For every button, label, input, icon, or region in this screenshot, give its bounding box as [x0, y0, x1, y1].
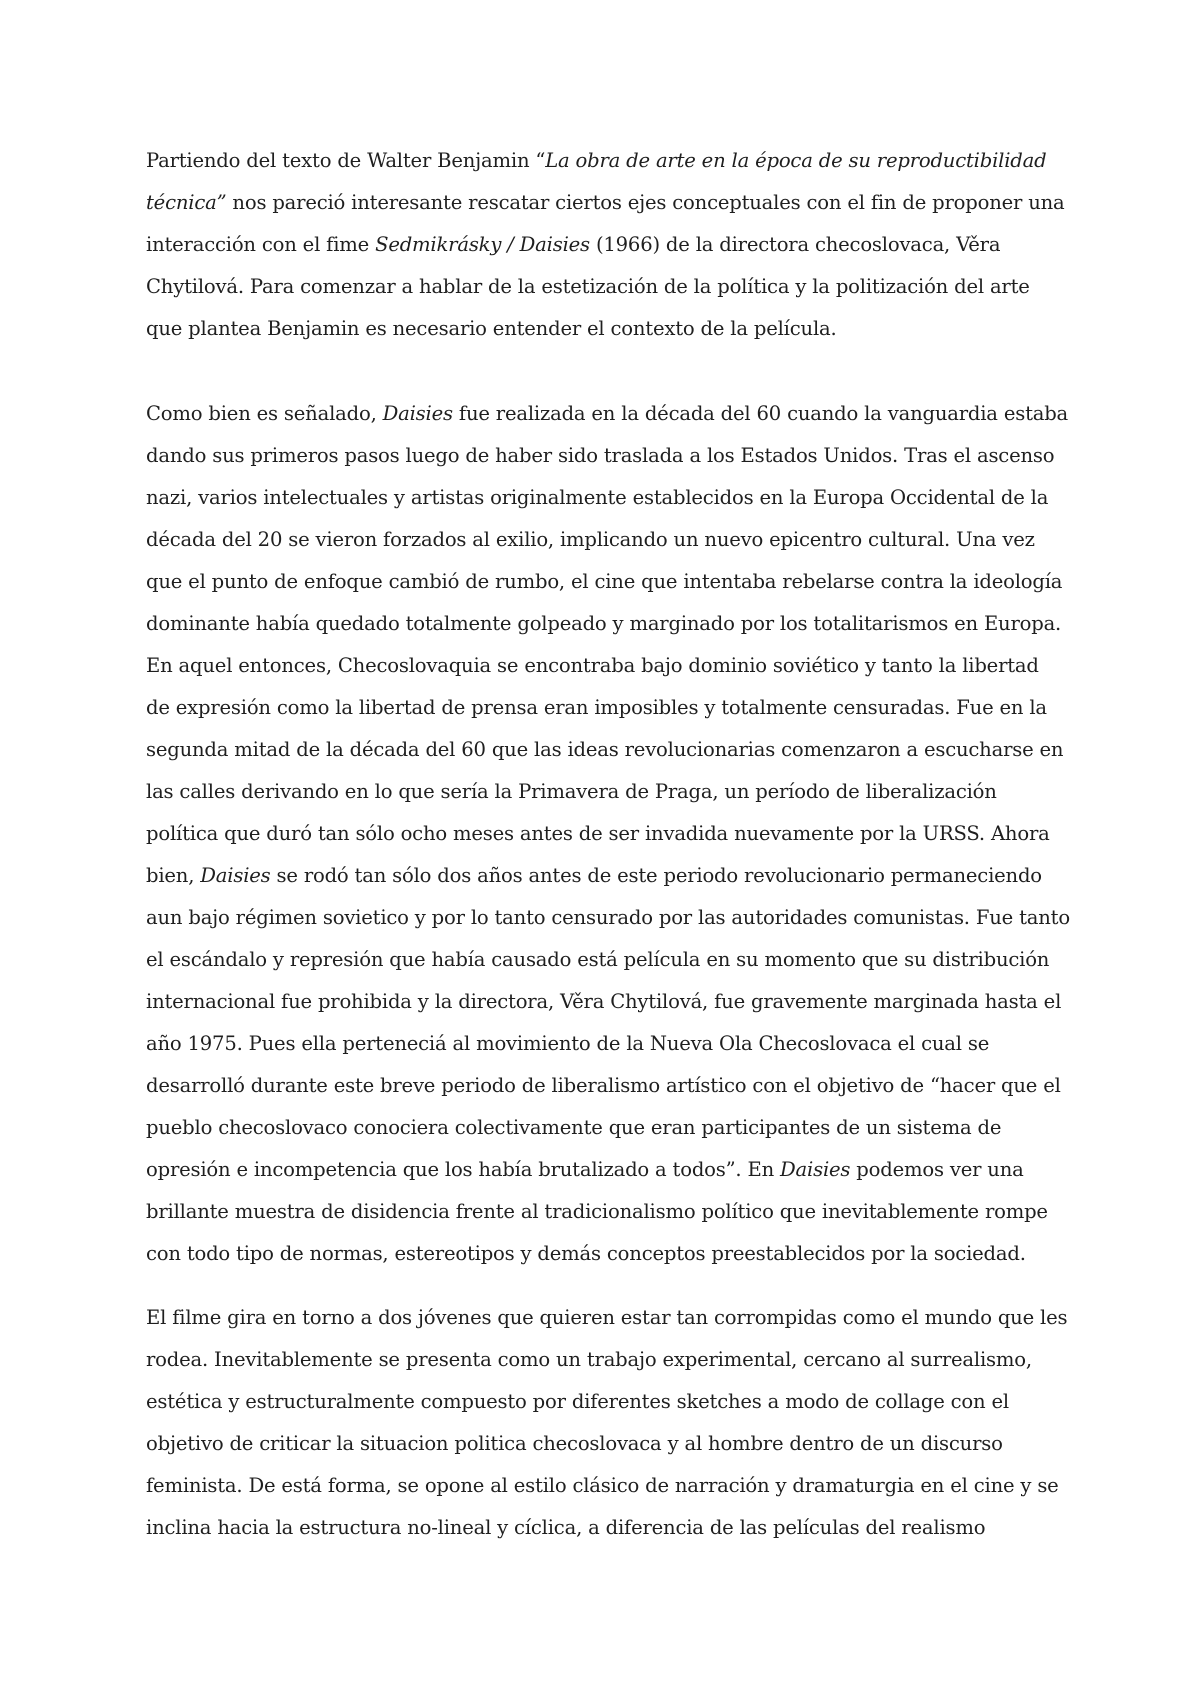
- text-line: [146, 561, 1066, 603]
- italic-text: Daisies: [382, 402, 453, 425]
- text-run: rodea. Inevitablemente se presenta como un trabajo experimental, cercano al surrealismo,: [146, 1348, 1032, 1371]
- text-run: que el punto de enfoque cambió de rumbo, el cine que intentaba rebelarse contra la ideología: [146, 570, 1063, 593]
- text-line: [146, 1507, 1066, 1549]
- text-line: [146, 645, 1066, 687]
- text-line: [146, 897, 1070, 939]
- text-line: [146, 477, 1066, 519]
- text-run: desarrolló durante este breve periodo de liberalismo artístico con el objetivo de “hacer que el: [146, 1074, 1061, 1097]
- text-run: las calles derivando en lo que sería la Primavera de Praga, un período de liberalización: [146, 780, 997, 803]
- text-run: dando sus primeros pasos luego de haber sido traslada a los Estados Unidos. Tras el ascenso: [146, 444, 1055, 467]
- text-line: [146, 182, 1066, 224]
- text-run: feminista. De está forma, se opone al estilo clásico de narración y dramaturgia en el cine y se: [146, 1474, 1059, 1497]
- text-run: Partiendo del texto de Walter Benjamin “: [146, 149, 546, 172]
- text-run: el escándalo y represión que había causado está película en su momento que su distribución: [146, 948, 1050, 971]
- text-line: [146, 266, 1066, 308]
- text-run: nos pareció interesante rescatar ciertos ejes conceptuales con el fin de proponer una: [226, 191, 1065, 214]
- italic-text: Daisies: [200, 864, 271, 887]
- text-run: año 1975. Pues ella perteneciá al movimiento de la Nueva Ola Checoslovaca el cual se: [146, 1032, 990, 1055]
- text-line: [146, 603, 1066, 645]
- text-run: En aquel entonces, Checoslovaquia se encontraba bajo dominio soviético y tanto la libertad: [146, 654, 1039, 677]
- text-run: brillante muestra de disidencia frente al tradicionalismo político que inevitablemente rompe: [146, 1200, 1048, 1223]
- text-run: que plantea Benjamin es necesario entender el contexto de la película.: [146, 317, 837, 340]
- text-line: [146, 771, 1066, 813]
- text-line: [146, 1465, 1066, 1507]
- text-run: estética y estructuralmente compuesto por diferentes sketches a modo de collage con el: [146, 1390, 1009, 1413]
- text-line: [146, 224, 1066, 266]
- italic-text: técnica”: [146, 191, 227, 214]
- text-run: de expresión como la libertad de prensa eran imposibles y totalmente censuradas. Fue en la: [146, 696, 1047, 719]
- text-line: [146, 1381, 1066, 1423]
- text-run: El filme gira en torno a dos jóvenes que quieren estar tan corrompidas como el mundo que les: [146, 1306, 1068, 1329]
- text-run: política que duró tan sólo ocho meses antes de ser invadida nuevamente por la URSS. Ahora: [146, 822, 1050, 845]
- text-line: [146, 729, 1066, 771]
- text-run: Chytilová. Para comenzar a hablar de la estetización de la política y la politización del arte: [146, 275, 1030, 298]
- text-line: [146, 1191, 1066, 1233]
- text-run: aun bajo régimen sovietico y por lo tanto censurado por las autoridades comunistas. Fue tanto: [146, 906, 1070, 929]
- text-run: fue realizada en la década del 60 cuando la vanguardia estaba: [452, 402, 1069, 425]
- text-run: Como bien es señalado,: [146, 402, 383, 425]
- text-run: bien,: [146, 864, 201, 887]
- text-line: [146, 308, 1066, 350]
- text-run: internacional fue prohibida y la directora, Věra Chytilová, fue gravemente marginada hasta el: [146, 990, 1062, 1013]
- text-line: [146, 519, 1066, 561]
- text-line: [146, 140, 1066, 182]
- text-run: inclina hacia la estructura no-lineal y cíclica, a diferencia de las películas del realismo: [146, 1516, 986, 1539]
- text-line: [146, 1107, 1066, 1149]
- text-line: [146, 981, 1066, 1023]
- text-run: opresión e incompetencia que los había brutalizado a todos”. En: [146, 1158, 781, 1181]
- text-line: [146, 1339, 1066, 1381]
- text-run: con todo tipo de normas, estereotipos y demás conceptos preestablecidos por la sociedad.: [146, 1242, 1026, 1265]
- text-line: [146, 393, 1069, 435]
- text-run: nazi, varios intelectuales y artistas originalmente establecidos en la Europa Occidental de la: [146, 486, 1049, 509]
- text-run: objetivo de criticar la situacion politica checoslovaca y al hombre dentro de un discurso: [146, 1432, 1003, 1455]
- text-run: (1966) de la directora checoslovaca, Věra: [589, 233, 1001, 256]
- text-run: dominante había quedado totalmente golpeado y marginado por los totalitarismos en Europa.: [146, 612, 1062, 635]
- text-run: década del 20 se vieron forzados al exilio, implicando un nuevo epicentro cultural. Una vez: [146, 528, 1035, 551]
- text-line: [146, 435, 1066, 477]
- italic-text: La obra de arte en la época de su reproductibilidad: [545, 149, 1047, 172]
- text-line: [146, 813, 1066, 855]
- text-line: [146, 1297, 1066, 1339]
- text-line: [146, 687, 1066, 729]
- text-line: [146, 855, 1066, 897]
- text-line: [146, 1149, 1066, 1191]
- paragraph-2: [146, 393, 1070, 1275]
- text-line: [146, 1065, 1066, 1107]
- text-line: [146, 1233, 1066, 1275]
- text-line: [146, 1423, 1066, 1465]
- text-run: pueblo checoslovaco conociera colectivamente que eran participantes de un sistema de: [146, 1116, 1002, 1139]
- paragraph-1: [146, 140, 1066, 350]
- italic-text: Daisies: [780, 1158, 851, 1181]
- text-run: se rodó tan sólo dos años antes de este periodo revolucionario permaneciendo: [270, 864, 1042, 887]
- text-run: podemos ver una: [850, 1158, 1024, 1181]
- text-line: [146, 939, 1066, 981]
- text-line: [146, 1023, 1066, 1065]
- italic-text: Sedmikrásky / Daisies: [375, 233, 590, 256]
- text-run: interacción con el fime: [146, 233, 376, 256]
- text-run: segunda mitad de la década del 60 que las ideas revolucionarias comenzaron a escucharse en: [146, 738, 1064, 761]
- paragraph-3: [146, 1297, 1066, 1549]
